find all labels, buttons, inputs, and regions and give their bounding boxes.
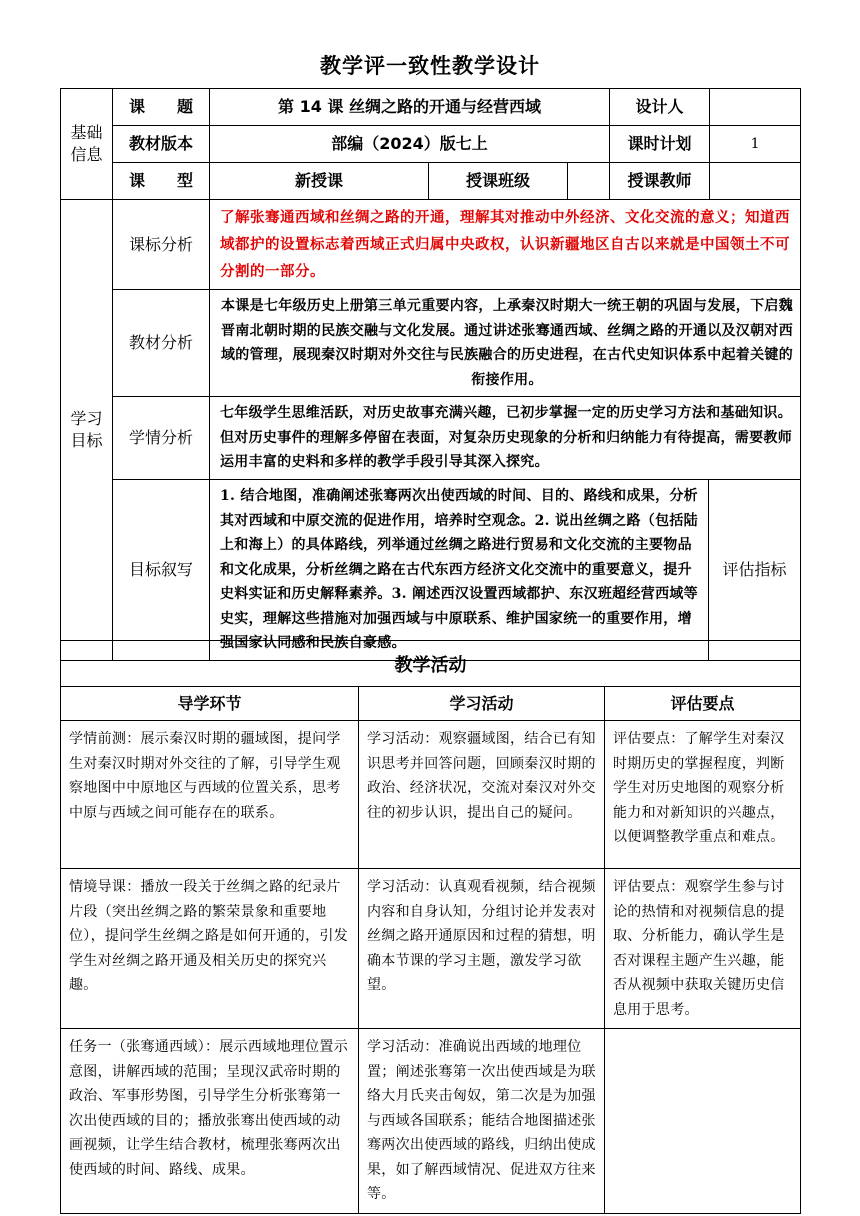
class-label: 授课班级	[429, 163, 568, 200]
goal-writing-text: 1. 结合地图，准确阐述张骞两次出使西域的时间、目的、路线和成果，分析其对西域和中原交流的促进作用，培养时空观念。2. 说出丝绸之路（包括陆上和海上）的具体路线，列举通过丝绸之路进行贸易和文化交流的主要物品和文化成果，分析丝绸之路在古代东西方经济文化交流中的重要意义，提升史料实证和历史解释素养。3. 阐述西汉设置西域都护、东汉班超经营西域等史实，理解这些措施对加强西域与中原联系、维护国家统一的重要作用，增强国家认同感和民族自豪感。	[210, 480, 709, 661]
document-title: 教学评一致性教学设计	[320, 54, 540, 78]
textbook-label: 教材版本	[113, 126, 210, 163]
basic-info-table	[60, 88, 801, 200]
teaching-activities-title: 教学活动	[61, 641, 801, 687]
guide-cell: 情境导课：播放一段关于丝绸之路的纪录片片段（突出丝绸之路的繁荣景象和重要地位），提问学生丝绸之路是如何开通的，引发学生对丝绸之路开通及相关历史的探究兴趣。	[61, 869, 359, 1029]
evaluation-cell	[605, 1029, 801, 1214]
course-value: 第 14 课 丝绸之路的开通与经营西域	[210, 89, 610, 126]
learner-analysis-text: 七年级学生思维活跃，对历史故事充满兴趣，已初步掌握一定的历史学习方法和基础知识。但对历史事件的理解多停留在表面，对复杂历史现象的分析和归纳能力有待提高，需要教师运用丰富的史料和多样的教学手段引导其深入探究。	[210, 397, 801, 480]
column-header-evaluation: 评估要点	[605, 687, 801, 721]
designer-value[interactable]	[710, 89, 801, 126]
evaluation-cell: 评估要点：了解学生对秦汉时期历史的掌握程度，判断学生对历史地图的观察分析能力和对新知识的兴趣点，以便调整教学重点和难点。	[605, 721, 801, 869]
teacher-label: 授课教师	[610, 163, 710, 200]
textbook-value: 部编（2024）版七上	[210, 126, 610, 163]
material-analysis-label: 教材分析	[113, 290, 210, 397]
lesson-type-value: 新授课	[210, 163, 429, 200]
activity-row	[61, 869, 801, 1029]
activity-row	[61, 721, 801, 869]
class-value[interactable]	[568, 163, 610, 200]
activity-cell: 学习活动：认真观看视频，结合视频内容和自身认知，分组讨论并发表对丝绸之路开通原因和过程的猜想，明确本节课的学习主题，激发学习欲望。	[359, 869, 605, 1029]
lesson-plan-label: 课时计划	[610, 126, 710, 163]
learner-analysis-label: 学情分析	[113, 397, 210, 480]
standard-analysis-text: 了解张骞通西域和丝绸之路的开通，理解其对推动中外经济、文化交流的意义；知道西域都护的设置标志着西域正式归属中央政权，认识新疆地区自古以来就是中国领土不可分割的一部分。	[210, 200, 801, 290]
lesson-plan-value: 1	[710, 126, 801, 163]
activity-cell: 学习活动：观察疆域图，结合已有知识思考并回答问题，回顾秦汉时期的政治、经济状况，交流对秦汉对外交往的初步认识，提出自己的疑问。	[359, 721, 605, 869]
lesson-type-label: 课 型	[113, 163, 210, 200]
goal-writing-label: 目标叙写	[113, 480, 210, 661]
teaching-activities-table	[60, 640, 801, 1214]
guide-cell: 学情前测：展示秦汉时期的疆域图，提问学生对秦汉时期对外交往的了解，引导学生观察地图中中原地区与西域的位置关系，思考中原与西域之间可能存在的联系。	[61, 721, 359, 869]
material-analysis-text: 本课是七年级历史上册第三单元重要内容，上承秦汉时期大一统王朝的巩固与发展，下启魏晋南北朝时期的民族交融与文化发展。通过讲述张骞通西域、丝绸之路的开通以及汉朝对西域的管理，展现秦汉时期对外交往与民族融合的历史进程，在古代史知识体系中起着关键的衔接作用。	[210, 290, 801, 397]
guide-cell: 任务一（张骞通西域）：展示西域地理位置示意图，讲解西域的范围；呈现汉武帝时期的政治、军事形势图，引导学生分析张骞第一次出使西域的目的；播放张骞出使西域的动画视频，让学生结合教材，梳理张骞两次出使西域的时间、路线、成果。	[61, 1029, 359, 1214]
learning-objectives-group-label: 学习 目标	[61, 200, 113, 661]
column-header-guide: 导学环节	[61, 687, 359, 721]
learning-objectives-table	[60, 199, 801, 661]
activity-cell: 学习活动：准确说出西域的地理位置；阐述张骞第一次出使西域是为联络大月氏夹击匈奴，第二次是为加强与西域各国联系；能结合地图描述张骞两次出使西域的路线，归纳出使成果，如了解西域情况、促进双方往来等。	[359, 1029, 605, 1214]
column-header-activity: 学习活动	[359, 687, 605, 721]
course-label: 课 题	[113, 89, 210, 126]
evaluation-cell: 评估要点：观察学生参与讨论的热情和对视频信息的提取、分析能力，确认学生是否对课程主题产生兴趣，能否从视频中获取关键历史信息用于思考。	[605, 869, 801, 1029]
teacher-value[interactable]	[710, 163, 801, 200]
activity-row	[61, 1029, 801, 1214]
standard-analysis-label: 课标分析	[113, 200, 210, 290]
designer-label: 设计人	[610, 89, 710, 126]
basic-info-group-label: 基础 信息	[61, 89, 113, 200]
evaluation-indicator-label: 评估指标	[709, 480, 801, 661]
